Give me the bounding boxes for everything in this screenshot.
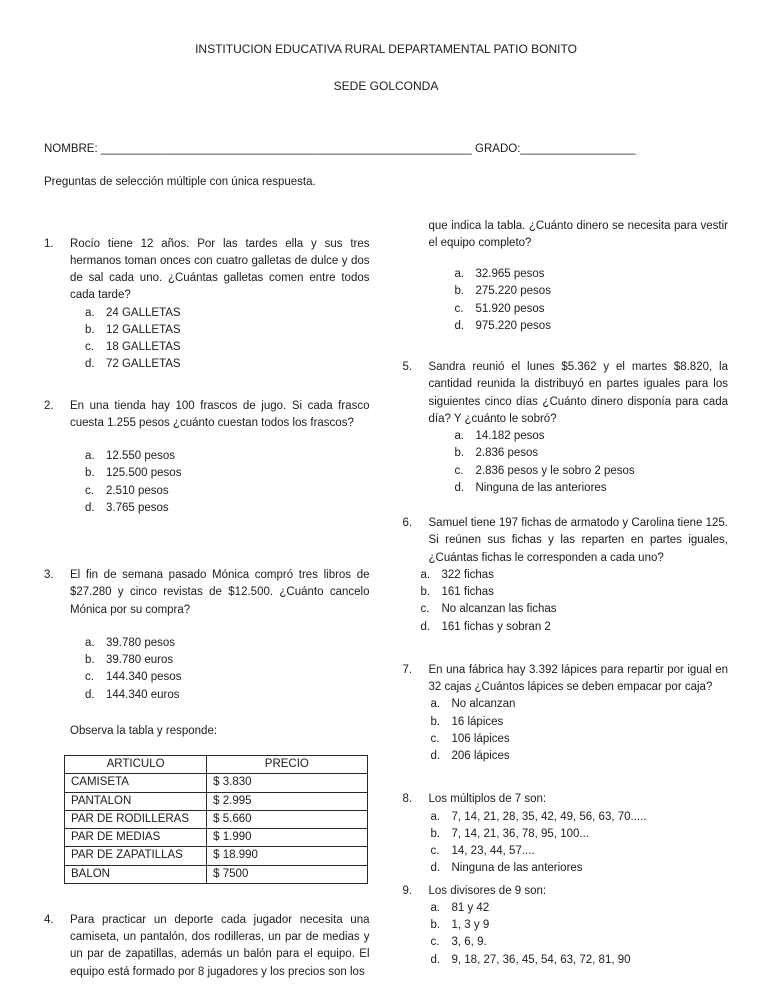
- option-text: 322 fichas: [441, 568, 494, 581]
- table-row: [65, 865, 368, 883]
- options-list: [85, 635, 370, 704]
- option-d: [85, 500, 370, 517]
- option-text: 106 lápices: [451, 732, 510, 745]
- question-number: 6.: [402, 517, 413, 529]
- table-header-cell: PRECIO: [207, 756, 367, 774]
- table-cell: PAR DE ZAPATILLAS: [65, 847, 207, 865]
- table-header-cell: ARTICULO: [65, 756, 207, 774]
- option-a: [455, 428, 729, 445]
- option-b: [431, 714, 729, 731]
- option-b: [431, 826, 729, 843]
- question-body: [44, 912, 370, 981]
- question-body: [44, 236, 370, 305]
- table-cell: $ 18.990: [207, 847, 367, 865]
- option-text: 18 GALLETAS: [106, 341, 181, 353]
- option-text: 51.920 pesos: [475, 302, 545, 315]
- option-d: [85, 687, 370, 704]
- option-text: 81 y 42: [451, 901, 490, 914]
- option-letter: a.: [454, 268, 465, 280]
- table-note: Observa la tabla y responde:: [70, 724, 218, 737]
- table-row: [65, 774, 368, 792]
- option-letter: b.: [430, 715, 441, 728]
- question-4: [44, 912, 370, 981]
- option-a: [85, 448, 370, 465]
- option-text: 9, 18, 27, 36, 45, 54, 63, 72, 81, 90: [451, 953, 631, 966]
- options-list: [455, 428, 729, 497]
- question-text: En una fábrica hay 3.392 lápices para repartir por igual en 32 cajas ¿Cuántos lápices se deben empacar por caja?: [428, 663, 728, 693]
- table-row: [65, 847, 368, 865]
- option-text: 7, 14, 21, 36, 78, 95, 100...: [451, 827, 589, 840]
- questions-left-column: [44, 218, 370, 981]
- option-letter: a.: [454, 430, 465, 442]
- option-b: [85, 465, 370, 482]
- option-b: [455, 445, 729, 462]
- option-letter: b.: [430, 919, 441, 931]
- options-list: [431, 900, 729, 969]
- option-text: 1, 3 y 9: [451, 919, 490, 931]
- options-list: [431, 696, 729, 765]
- option-text: 2.836 pesos: [475, 447, 539, 460]
- option-text: 2.836 pesos y le sobro 2 pesos: [475, 464, 635, 477]
- table-cell: $ 1.990: [207, 829, 367, 847]
- question-text: que indica la tabla. ¿Cuánto dinero se necesita para vestir el equipo completo?: [428, 219, 728, 249]
- option-text: 16 lápices: [451, 715, 504, 728]
- option-text: 3.765 pesos: [106, 501, 169, 514]
- options-list: [85, 305, 370, 374]
- options-list: [455, 266, 729, 335]
- options-list: [85, 448, 370, 517]
- option-a: [421, 567, 729, 584]
- option-text: 206 lápices: [451, 750, 510, 762]
- option-text: 144.340 euros: [106, 688, 180, 701]
- option-c: [85, 339, 370, 356]
- question-6: [403, 515, 729, 636]
- option-letter: c.: [430, 845, 440, 857]
- option-letter: d.: [430, 862, 441, 875]
- option-letter: a.: [430, 810, 441, 823]
- option-letter: b.: [430, 827, 441, 840]
- question-number: [403, 218, 429, 253]
- option-letter: c.: [85, 671, 94, 684]
- question-body: [403, 791, 729, 808]
- option-a: [431, 809, 729, 826]
- option-letter: d.: [430, 750, 441, 762]
- table-cell: PAR DE RODILLERAS: [65, 810, 207, 828]
- option-text: No alcanzan: [451, 698, 516, 711]
- question-text: En una tienda hay 100 frascos de jugo. Si cada frasco cuesta 1.255 pesos ¿cuánto cuestan todos los frascos?: [70, 399, 370, 429]
- option-letter: b.: [454, 447, 465, 460]
- option-a: [85, 635, 370, 652]
- option-text: 14, 23, 44, 57....: [451, 845, 535, 857]
- option-b: [421, 584, 729, 601]
- option-letter: b.: [420, 586, 431, 598]
- option-letter: c.: [420, 603, 430, 616]
- option-letter: d.: [85, 358, 95, 371]
- option-a: [455, 266, 729, 283]
- table-header-row: [65, 756, 368, 774]
- option-text: 14.182 pesos: [475, 430, 545, 442]
- option-text: 975.220 pesos: [475, 319, 551, 332]
- option-letter: a.: [85, 450, 95, 462]
- option-text: 144.340 pesos: [106, 671, 182, 684]
- question-body: [44, 567, 370, 619]
- option-letter: c.: [85, 341, 94, 353]
- option-letter: d.: [454, 319, 465, 332]
- table-row: [65, 792, 368, 810]
- option-c: [431, 843, 729, 860]
- option-c: [431, 934, 729, 951]
- option-text: 32.965 pesos: [475, 268, 545, 280]
- table-cell: $ 5.660: [207, 810, 367, 828]
- option-text: Ninguna de las anteriores: [451, 862, 583, 875]
- option-text: 161 fichas y sobran 2: [441, 620, 551, 633]
- option-text: 12 GALLETAS: [106, 323, 181, 336]
- question-3: [44, 567, 370, 884]
- grado-label: GRADO:: [475, 143, 521, 155]
- option-text: 275.220 pesos: [475, 285, 551, 298]
- option-letter: b.: [85, 467, 95, 480]
- question-text: Rocío tiene 12 años. Por las tardes ella y sus tres hermanos toman onces con cuatro galletas de dulce y dos de sal cada uno. ¿Cuántas galletas comen entre todos cada tarde?: [70, 237, 370, 302]
- option-c: [455, 301, 729, 318]
- question-body: [403, 359, 729, 428]
- nombre-label: NOMBRE:: [44, 143, 98, 155]
- question-number: 1.: [44, 237, 54, 250]
- option-d: [431, 860, 729, 877]
- grado-blank-line: __________________: [520, 143, 636, 155]
- option-c: [85, 669, 370, 686]
- option-b: [455, 283, 729, 300]
- school-title: INSTITUCION EDUCATIVA RURAL DEPARTAMENTAL PATIO BONITO: [195, 42, 577, 56]
- options-list: [421, 567, 729, 636]
- option-letter: b.: [85, 323, 95, 336]
- option-text: 24 GALLETAS: [106, 306, 181, 319]
- option-c: [431, 731, 729, 748]
- option-text: 7, 14, 21, 28, 35, 42, 49, 56, 63, 70.....: [451, 810, 647, 823]
- option-letter: a.: [420, 568, 431, 581]
- question-body: [403, 883, 729, 900]
- question-body: [403, 515, 729, 567]
- option-letter: d.: [85, 688, 95, 701]
- option-d: [85, 356, 370, 373]
- option-letter: d.: [430, 953, 441, 966]
- option-a: [431, 900, 729, 917]
- question-number: 9.: [402, 884, 413, 897]
- question-7: [403, 662, 729, 766]
- question-text: Sandra reunió el lunes $5.362 y el martes $8.820, la cantidad reunida la distribuyó en partes iguales para los siguientes cinco días ¿Cuánto dinero disponía para cada día? Y ¿cuánto le sobró?: [428, 361, 728, 425]
- instructions-text: Preguntas de selección múltiple con única respuesta.: [44, 176, 316, 189]
- question-body: [403, 662, 729, 697]
- option-a: [85, 305, 370, 322]
- question-text: Los múltiplos de 7 son:: [428, 793, 547, 806]
- question-number: 5.: [402, 361, 413, 373]
- option-text: 72 GALLETAS: [106, 358, 181, 371]
- option-letter: d.: [454, 481, 465, 494]
- option-d: [421, 619, 729, 636]
- question-8: [403, 791, 729, 877]
- question-number: 2.: [44, 399, 54, 412]
- option-d: [431, 952, 729, 969]
- option-text: No alcanzan las fichas: [441, 603, 557, 616]
- name-grade-row: [44, 141, 728, 158]
- question-text: Los divisores de 9 son:: [428, 884, 547, 897]
- questions-area: [44, 218, 728, 981]
- option-text: 12.550 pesos: [106, 450, 176, 462]
- question-1: [44, 236, 370, 374]
- campus-subtitle: SEDE GOLCONDA: [333, 79, 439, 93]
- question-number: 8.: [402, 793, 413, 806]
- question-text: El fin de semana pasado Mónica compró tres libros de $27.280 y cinco revistas de $12.500. ¿Cuánto cancelo Mónica por su compra?: [70, 569, 370, 616]
- option-c: [421, 601, 729, 618]
- option-d: [431, 748, 729, 765]
- option-letter: a.: [85, 636, 95, 649]
- question-text: Samuel tiene 197 fichas de armatodo y Carolina tiene 125. Si reúnen sus fichas y las reparten en partes iguales, ¿Cuántas fichas le corresponden a cada uno?: [428, 517, 728, 564]
- option-letter: c.: [430, 936, 440, 949]
- table-cell: CAMISETA: [65, 774, 207, 792]
- option-letter: c.: [85, 484, 94, 497]
- option-letter: c.: [430, 732, 440, 745]
- option-text: Ninguna de las anteriores: [475, 481, 607, 494]
- option-text: 2.510 pesos: [106, 484, 169, 497]
- question-continuation: [403, 218, 729, 336]
- question-number: 3.: [44, 569, 54, 581]
- option-text: 39.780 euros: [106, 654, 174, 666]
- option-letter: c.: [454, 464, 464, 477]
- price-table: [64, 755, 368, 884]
- questions-right-column: [403, 218, 729, 969]
- question-9: [403, 883, 729, 969]
- question-body: [44, 398, 370, 433]
- option-d: [455, 480, 729, 497]
- question-number: 7.: [402, 663, 413, 676]
- option-letter: a.: [430, 901, 441, 914]
- table-cell: PANTALON: [65, 792, 207, 810]
- table-cell: PAR DE MEDIAS: [65, 829, 207, 847]
- option-c: [85, 483, 370, 500]
- option-b: [85, 322, 370, 339]
- option-letter: d.: [85, 501, 95, 514]
- option-text: 125.500 pesos: [106, 467, 182, 480]
- option-letter: a.: [85, 306, 95, 319]
- options-list: [431, 809, 729, 878]
- option-text: 161 fichas: [441, 586, 494, 598]
- option-c: [455, 463, 729, 480]
- option-text: 39.780 pesos: [106, 636, 176, 649]
- option-b: [431, 917, 729, 934]
- table-row: [65, 810, 368, 828]
- table-cell: $ 2.995: [207, 792, 367, 810]
- question-2: [44, 398, 370, 518]
- option-a: [431, 696, 729, 713]
- question-number: 4.: [44, 913, 54, 926]
- option-letter: b.: [454, 285, 465, 298]
- option-d: [455, 318, 729, 335]
- question-body: [403, 218, 729, 253]
- nombre-blank-line: __________________________________________________________: [100, 143, 472, 155]
- option-text: 3, 6, 9.: [451, 936, 487, 949]
- table-cell: $ 3.830: [207, 774, 367, 792]
- option-letter: a.: [430, 698, 441, 711]
- question-5: [403, 359, 729, 497]
- option-b: [85, 652, 370, 669]
- option-letter: b.: [85, 654, 95, 666]
- question-text: Para practicar un deporte cada jugador necesita una camiseta, un pantalón, dos rodilleras, un par de medias y un par de zapatillas, además un balón para el equipo. El equipo está formado por 8 jugadores y los precios son los: [70, 913, 370, 978]
- table-cell: BALON: [65, 865, 207, 883]
- table-cell: $ 7500: [207, 865, 367, 883]
- option-letter: d.: [420, 620, 431, 633]
- table-row: [65, 829, 368, 847]
- option-letter: c.: [454, 302, 464, 315]
